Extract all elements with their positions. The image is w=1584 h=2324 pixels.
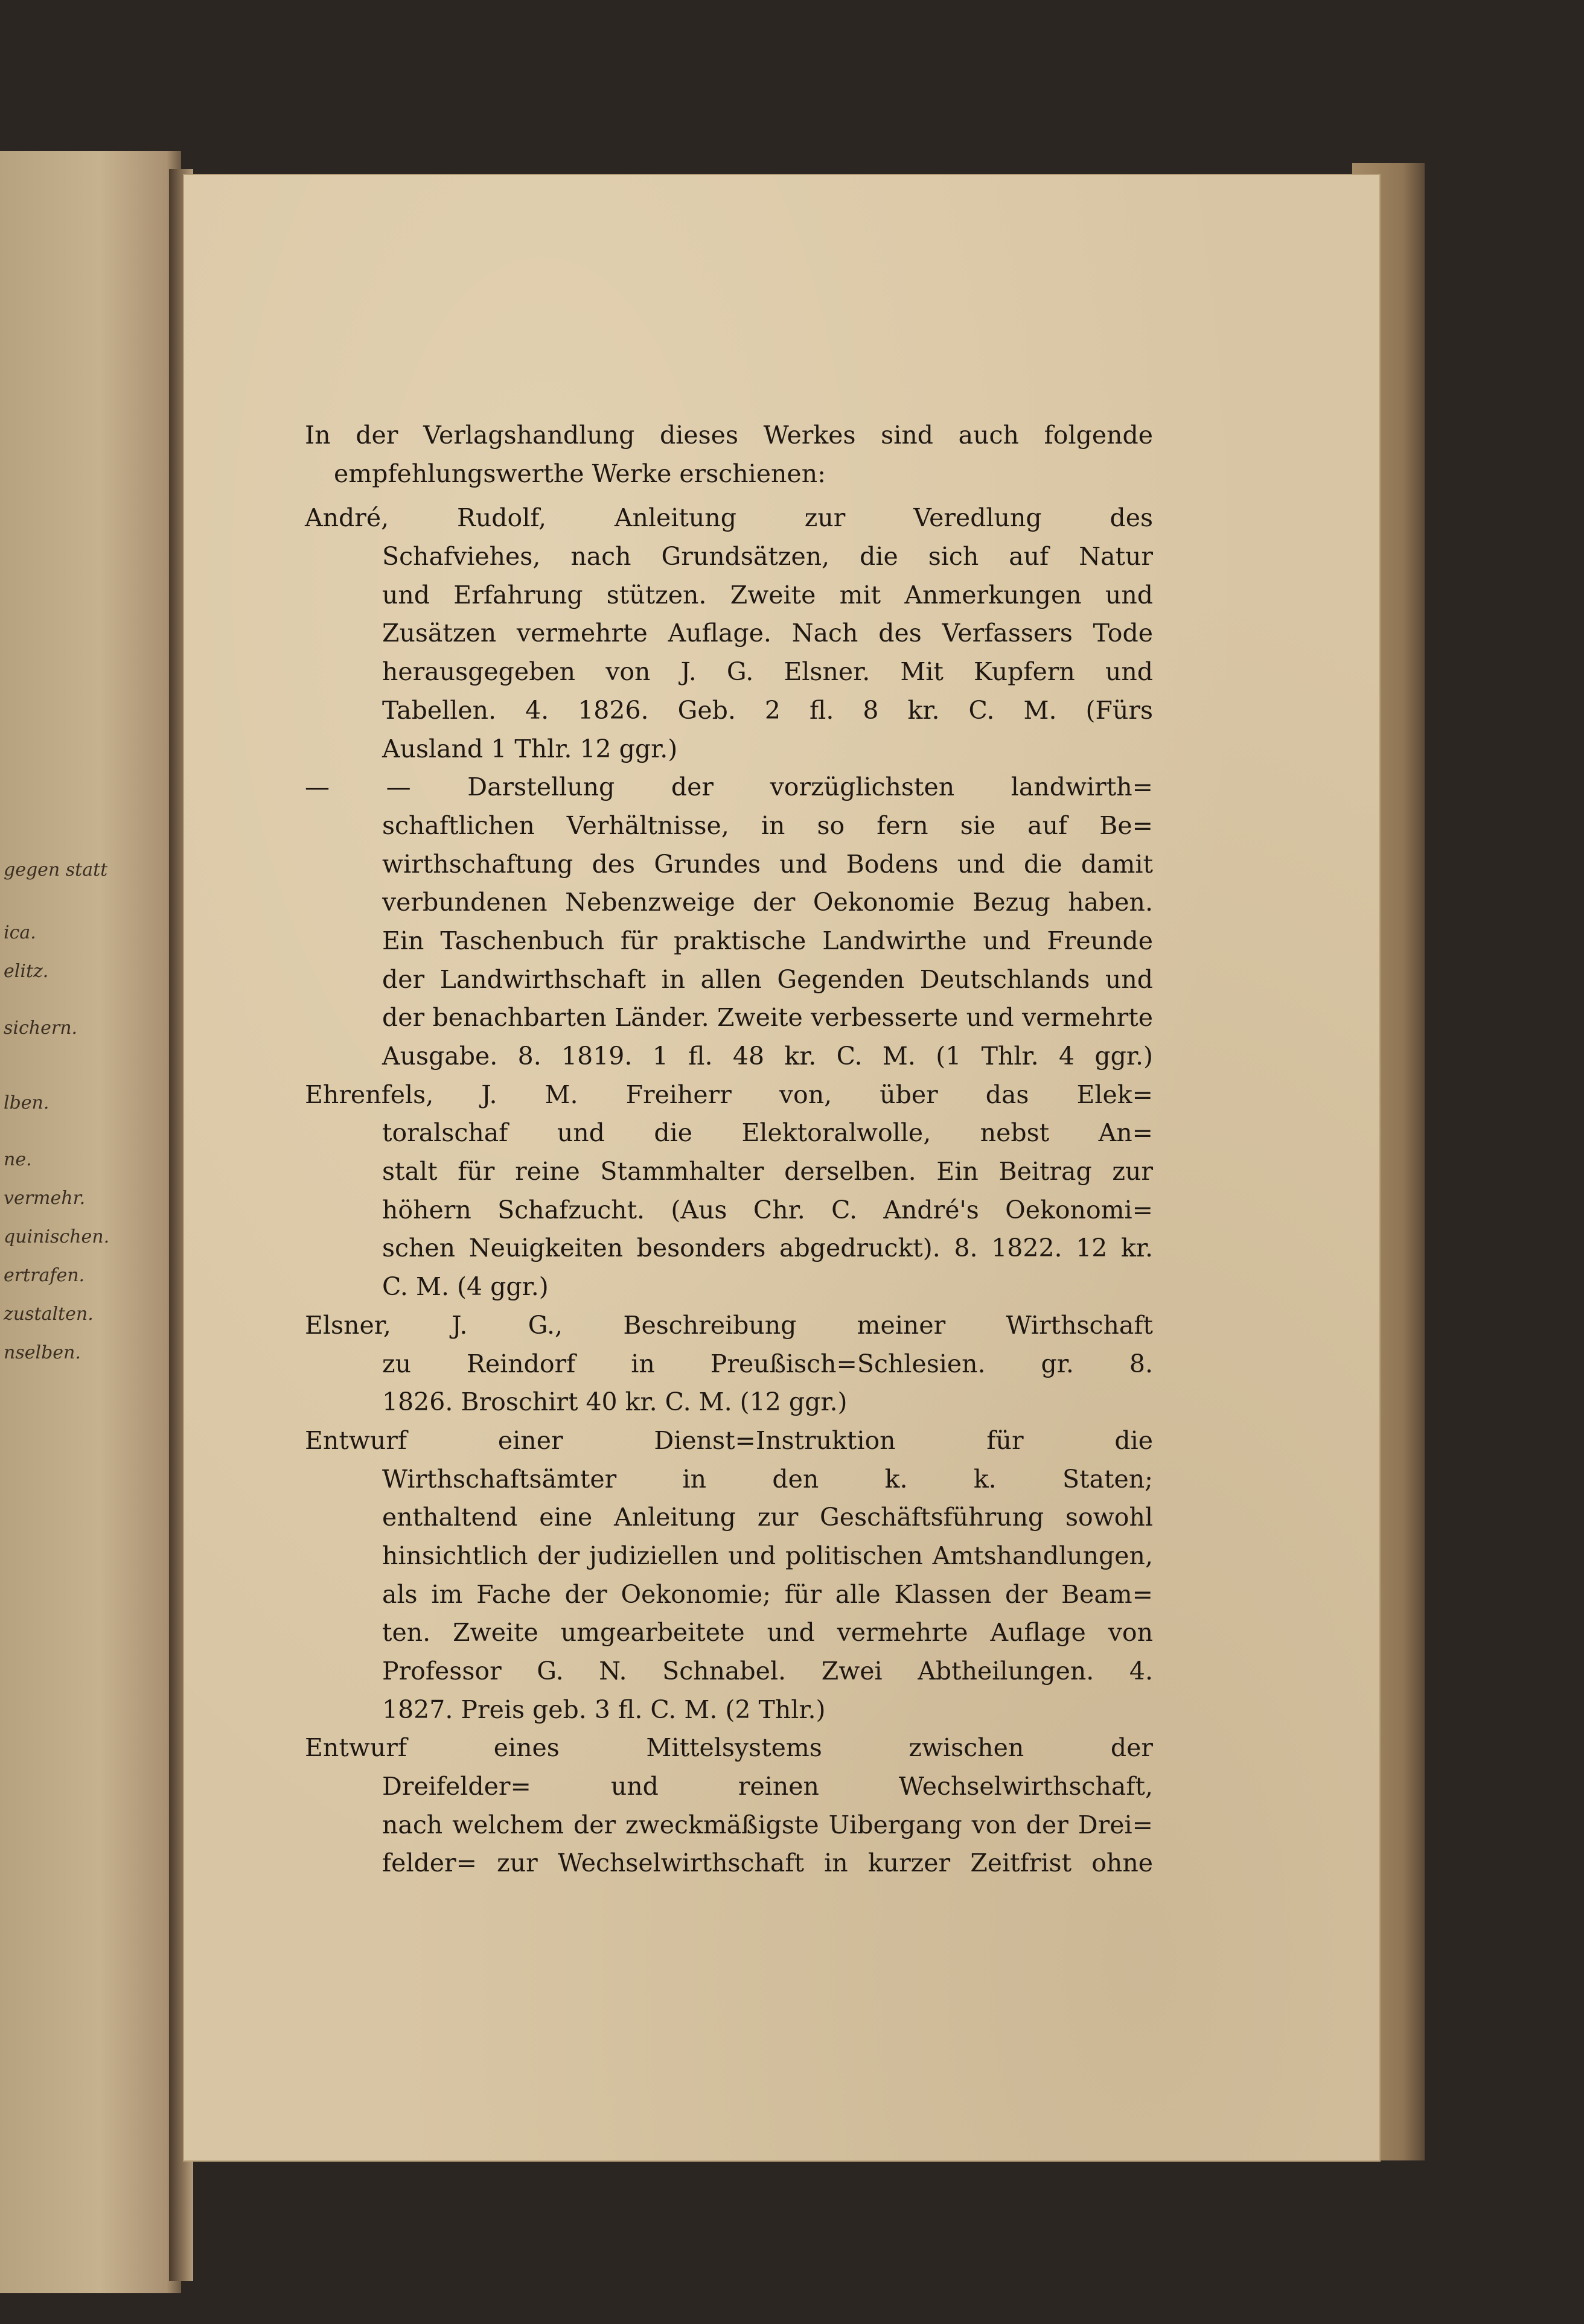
text-line: Wirthschaftsämter in den k. k. Staten; <box>382 1464 1153 1494</box>
left-fragment: elitz. <box>4 961 49 982</box>
text-line: Schafviehes, nach Grundsätzen, die sich auf Natur <box>382 542 1153 571</box>
left-fragment: gegen statt <box>4 859 108 880</box>
entry-andre-darstellung <box>305 768 1153 1076</box>
text-line: stalt für reine Stammhalter derselben. Ein Beitrag zur <box>382 1157 1153 1186</box>
text-line: C. M. (4 ggr.) <box>382 1272 549 1302</box>
text-line: toralschaf und die Elektoralwolle, nebst An= <box>382 1118 1153 1148</box>
text-line: höhern Schafzucht. (Aus Chr. C. André's Oekonomi= <box>382 1195 1153 1224</box>
text-line: Ausland 1 Thlr. 12 ggr.) <box>382 734 678 763</box>
text-line: Ehrenfels, J. M. Freiherr von, über das Elek= <box>305 1080 1153 1109</box>
text-line: Ein Taschenbuch für praktische Landwirthe und Freunde <box>382 926 1153 955</box>
text-line: der benachbarten Länder. Zweite verbesserte und vermehrte <box>382 1003 1153 1033</box>
left-fragment: quinischen. <box>4 1226 110 1247</box>
entry-mittelsystem <box>305 1729 1153 1883</box>
text-line: — — Darstellung der vorzüglichsten landwirth= <box>305 772 1153 802</box>
text-line: Zusätzen vermehrte Auflage. Nach des Verfassers Tode <box>382 619 1153 648</box>
right-page <box>184 175 1379 2160</box>
text-line: zu Reindorf in Preußisch=Schlesien. gr. 8. <box>382 1349 1153 1378</box>
left-fragment: zustalten. <box>4 1304 94 1325</box>
text-line: hinsichtlich der judiziellen und politischen Amtshandlungen, <box>382 1541 1153 1570</box>
text-line: Professor G. N. Schnabel. Zwei Abtheilungen. 4. <box>382 1657 1153 1686</box>
left-fragment: ica. <box>4 922 36 943</box>
text-line: schaftlichen Verhältnisse, in so fern sie auf Be= <box>382 810 1153 840</box>
text-line: In der Verlagshandlung dieses Werkes sind auch folgende <box>305 421 1153 450</box>
left-fragment: vermehr. <box>4 1188 86 1209</box>
text-line: Ausgabe. 8. 1819. 1 fl. 48 kr. C. M. (1 Thlr. 4 ggr.) <box>382 1042 1153 1071</box>
text-line: als im Fache der Oekonomie; für alle Klassen der Beam= <box>382 1579 1153 1609</box>
text-line: André, Rudolf, Anleitung zur Veredlung des <box>305 503 1153 533</box>
text-line: felder= zur Wechselwirthschaft in kurzer Zeitfrist ohne <box>382 1848 1153 1878</box>
text-line: Entwurf eines Mittelsystems zwischen der <box>305 1733 1153 1763</box>
text-line: empfehlungswerthe Werke erschienen: <box>334 459 826 488</box>
text-line: enthaltend eine Anleitung zur Geschäftsführung sowohl <box>382 1503 1153 1532</box>
text-line: Dreifelder= und reinen Wechselwirthschaft, <box>382 1772 1153 1801</box>
text-line: wirthschaftung des Grundes und Bodens und die damit <box>382 849 1153 879</box>
left-fragment: ertrafen. <box>4 1265 85 1286</box>
left-fragment: ne. <box>4 1149 32 1170</box>
entry-elsner <box>305 1307 1153 1422</box>
text-line: schen Neuigkeiten besonders abgedruckt). 8. 1822. 12 kr. <box>382 1234 1153 1263</box>
text-line: Entwurf einer Dienst=Instruktion für die <box>305 1425 1153 1455</box>
text-line: Elsner, J. G., Beschreibung meiner Wirthschaft <box>305 1310 1153 1340</box>
left-page-fragments <box>0 851 133 1372</box>
text-line: 1827. Preis geb. 3 fl. C. M. (2 Thlr.) <box>382 1695 826 1724</box>
left-fragment: sichern. <box>4 1017 78 1039</box>
left-fragment: lben. <box>4 1092 50 1113</box>
text-line: Tabellen. 4. 1826. Geb. 2 fl. 8 kr. C. M. (Fürs <box>382 695 1153 725</box>
text-line: ten. Zweite umgearbeitete und vermehrte Auflage von <box>382 1618 1153 1647</box>
page-text <box>305 416 1153 1883</box>
entry-dienst-instruktion <box>305 1422 1153 1730</box>
text-line: nach welchem der zweckmäßigste Uibergang von der Drei= <box>382 1810 1153 1839</box>
text-line: 1826. Broschirt 40 kr. C. M. (12 ggr.) <box>382 1387 848 1417</box>
text-line: der Landwirthschaft in allen Gegenden Deutschlands und <box>382 964 1153 994</box>
text-line: herausgegeben von J. G. Elsner. Mit Kupfern und <box>382 657 1153 687</box>
left-fragment: nselben. <box>4 1342 81 1363</box>
text-line: und Erfahrung stützen. Zweite mit Anmerkungen und <box>382 580 1153 610</box>
text-line: verbundenen Nebenzweige der Oekonomie Bezug haben. <box>382 888 1153 917</box>
intro-paragraph <box>305 416 1153 493</box>
entry-ehrenfels <box>305 1076 1153 1307</box>
entry-andre-anleitung <box>305 499 1153 768</box>
